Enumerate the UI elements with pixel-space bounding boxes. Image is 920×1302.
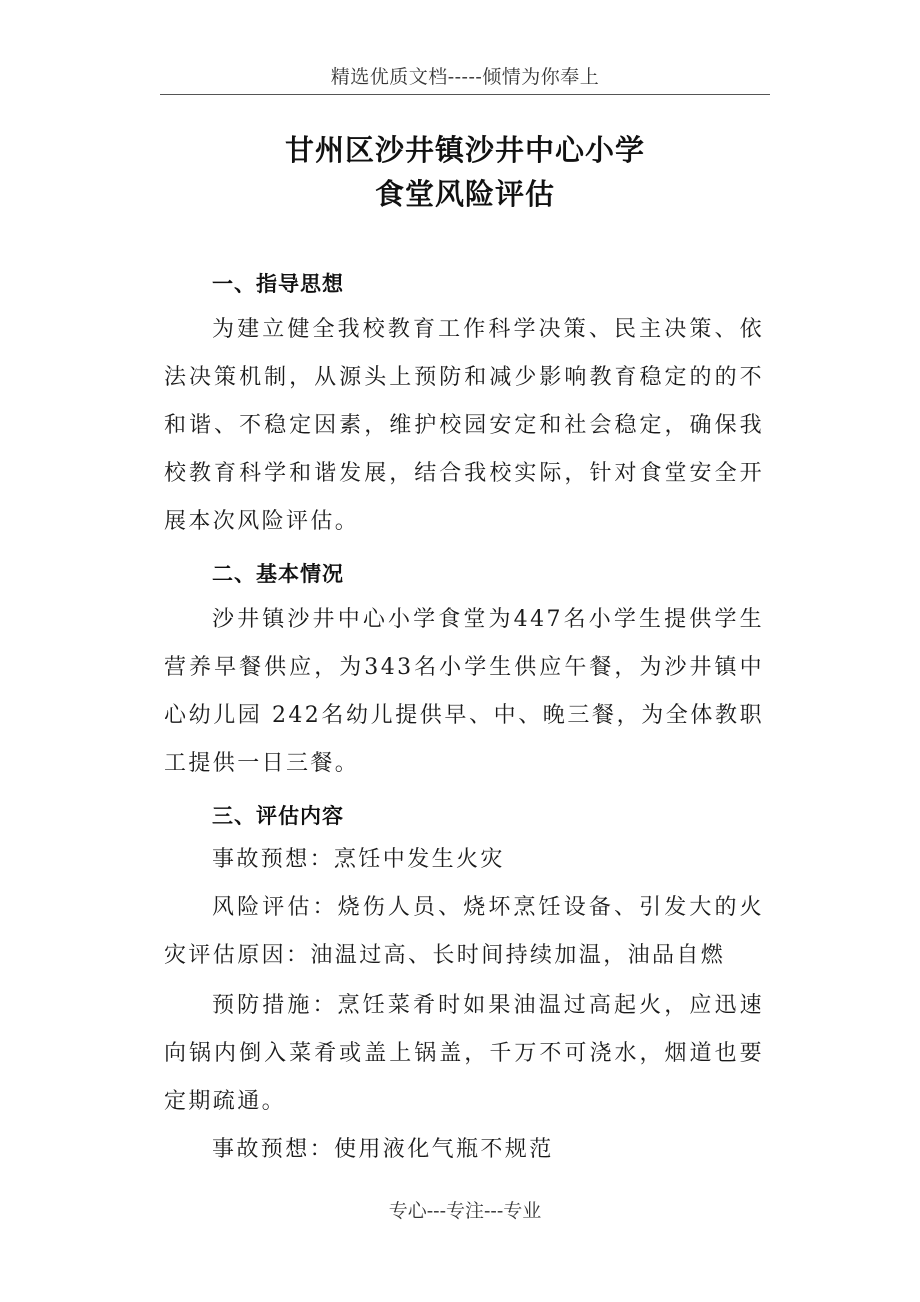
section-heading-basic-situation: 二、基本情况	[212, 562, 344, 586]
document-title-line2: 食堂风险评估	[374, 177, 555, 211]
section-heading-guiding-ideology: 一、指导思想	[212, 272, 344, 296]
header-divider	[160, 94, 770, 95]
page-header: 精选优质文档-----倾情为你奉上	[330, 66, 600, 88]
paragraph-accident-fire: 事故预想：烹饪中发生火灾	[212, 847, 505, 872]
paragraph-prevention-measures: 预防措施：烹饪菜肴时如果油温过高起火，应迅速向锅内倒入菜肴或盖上锅盖，千万不可浇水，烟道也要定期疏通。	[164, 993, 764, 1114]
document-title-line1: 甘州区沙井镇沙井中心小学	[284, 133, 645, 167]
page-footer: 专心---专注---专业	[388, 1200, 542, 1222]
paragraph-accident-gas-cylinder: 事故预想：使用液化气瓶不规范	[212, 1137, 554, 1162]
paragraph-basic-situation: 沙井镇沙井中心小学食堂为447名小学生提供学生营养早餐供应，为343名小学生供应午餐，为沙井镇中心幼儿园 242名幼儿提供早、中、晚三餐，为全体教职工提供一日三餐。	[164, 607, 764, 776]
section-heading-assessment-content: 三、评估内容	[212, 804, 344, 828]
paragraph-guiding-ideology: 为建立健全我校教育工作科学决策、民主决策、依法决策机制，从源头上预防和减少影响教育稳定的的不和谐、不稳定因素，维护校园安定和社会稳定，确保我校教育科学和谐发展，结合我校实际，针对食堂安全开展本次风险评估。	[164, 317, 764, 534]
paragraph-risk-assessment: 风险评估：烧伤人员、烧坏烹饪设备、引发大的火灾评估原因：油温过高、长时间持续加温，油品自燃	[164, 895, 764, 968]
